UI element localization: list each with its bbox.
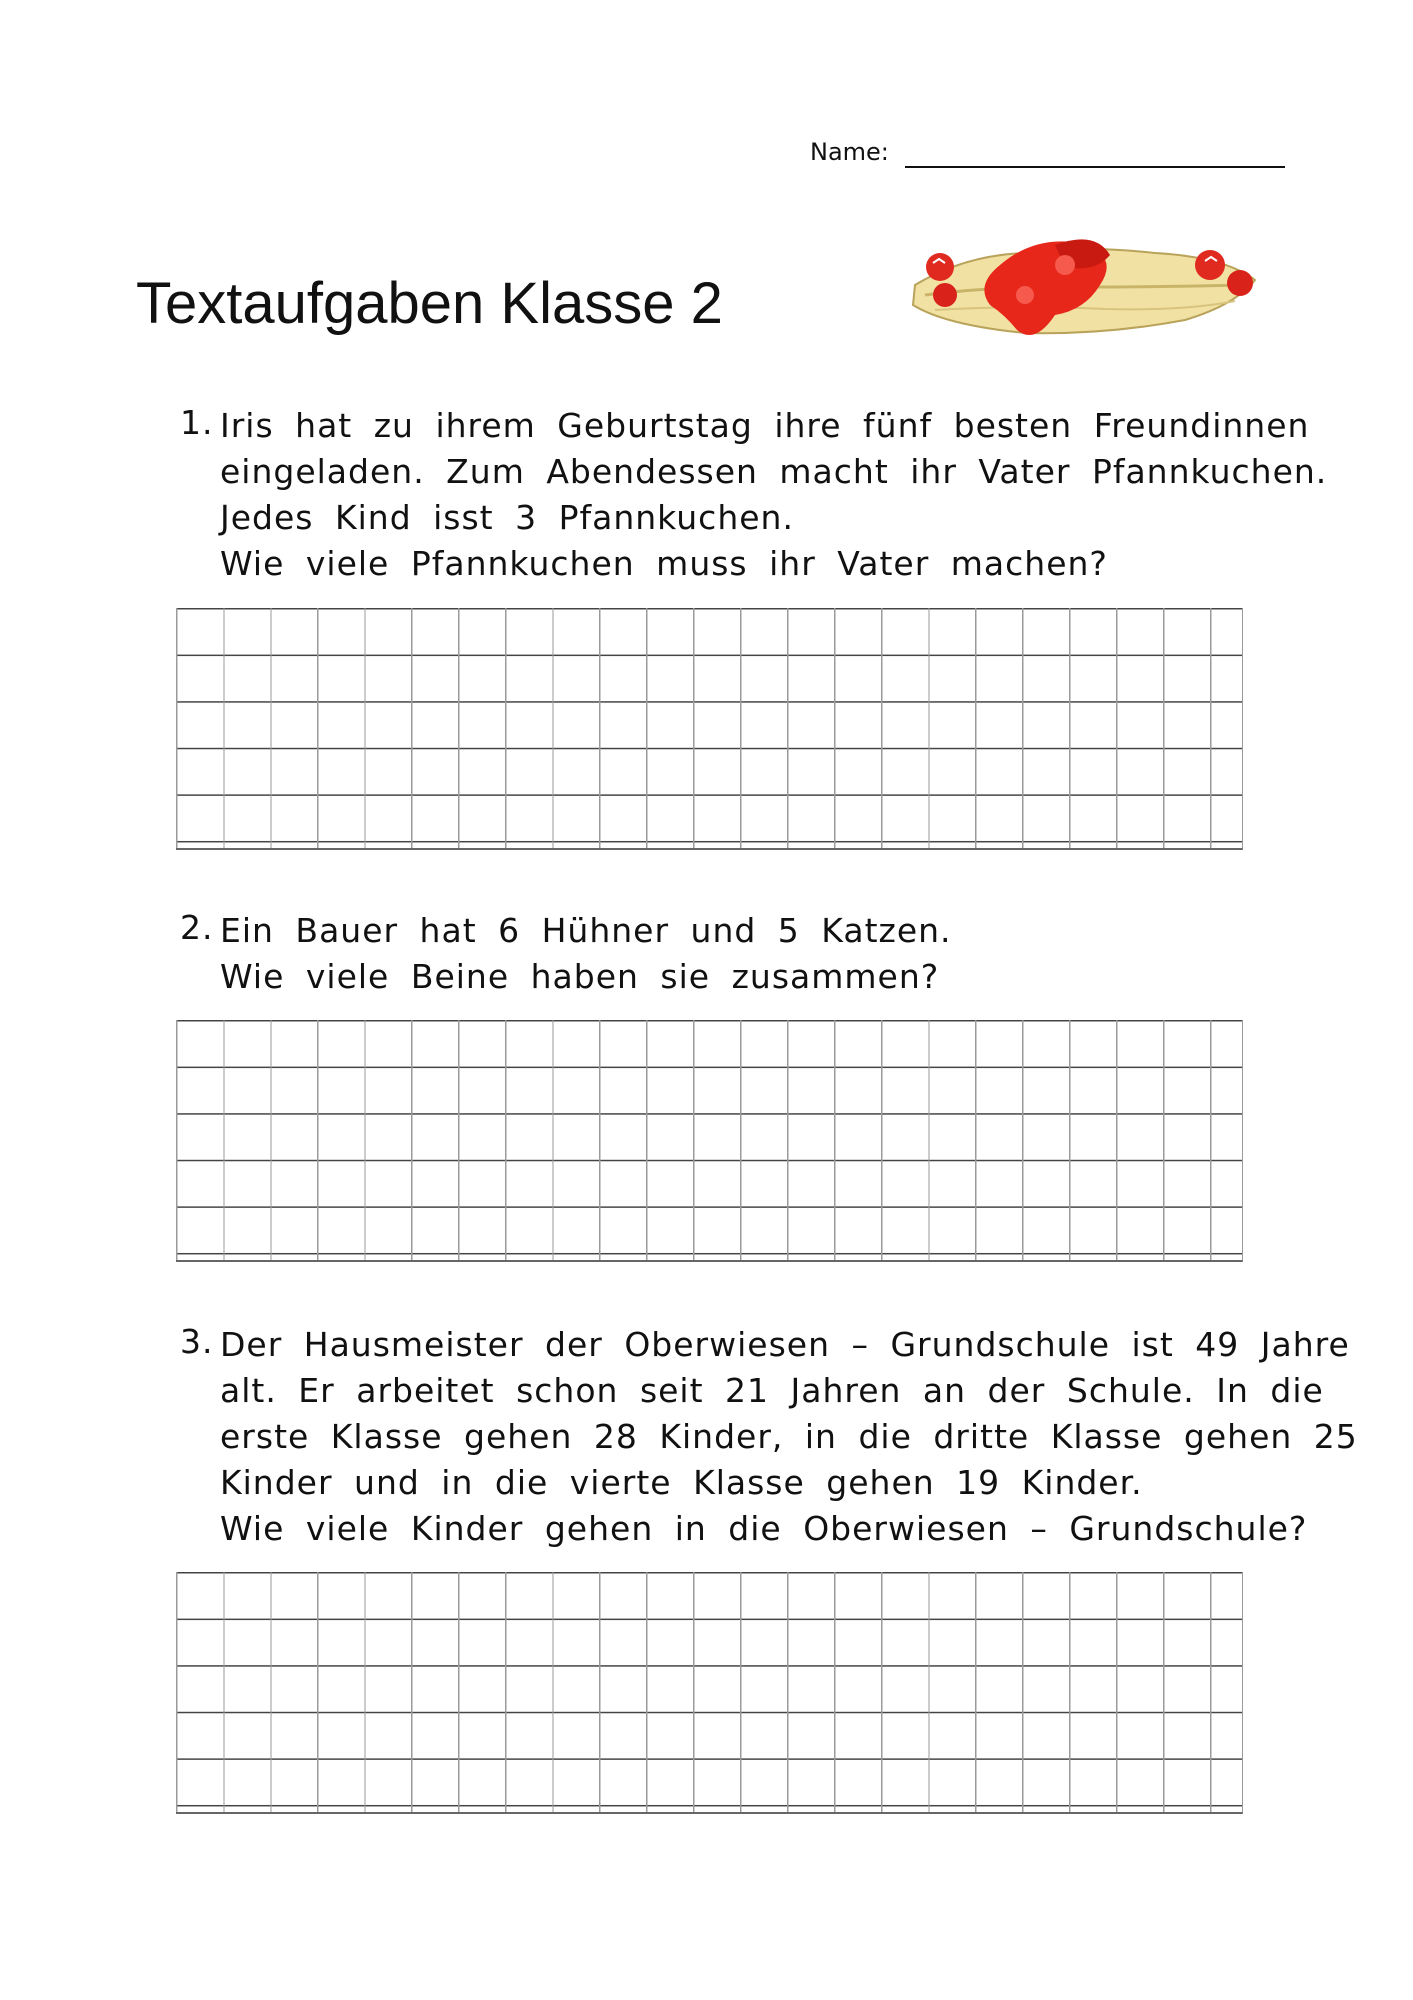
task-text-line: erste Klasse gehen 28 Kinder, in die dritte Klasse gehen 25 [220,1417,1358,1456]
answer-grid-2[interactable] [176,1020,1243,1262]
task-text-line: alt. Er arbeitet schon seit 21 Jahren an der Schule. In die [220,1371,1324,1410]
task-text-line: Wie viele Kinder gehen in die Oberwiesen – Grundschule? [220,1509,1308,1548]
task-number: 2. [180,908,214,947]
name-label: Name: [810,138,889,166]
name-field[interactable] [905,166,1285,168]
task-text-line: Wie viele Pfannkuchen muss ihr Vater machen? [220,544,1108,583]
task-text-line: Iris hat zu ihrem Geburtstag ihre fünf besten Freundinnen [220,406,1310,445]
answer-grid-3[interactable] [176,1572,1243,1814]
task-text-line: Ein Bauer hat 6 Hühner und 5 Katzen. [220,911,952,950]
answer-grid-1[interactable] [176,608,1243,850]
page-title: Textaufgaben Klasse 2 [136,271,723,336]
task-text-line: Jedes Kind isst 3 Pfannkuchen. [220,498,794,537]
task-number: 3. [180,1322,214,1361]
task-text-line: Wie viele Beine haben sie zusammen? [220,957,940,996]
pancake-illustration [905,225,1260,355]
task-number: 1. [180,403,214,442]
task-text-line: Der Hausmeister der Oberwiesen – Grundschule ist 49 Jahre [220,1325,1350,1364]
task-text-line: eingeladen. Zum Abendessen macht ihr Vater Pfannkuchen. [220,452,1328,491]
task-text-line: Kinder und in die vierte Klasse gehen 19 Kinder. [220,1463,1143,1502]
